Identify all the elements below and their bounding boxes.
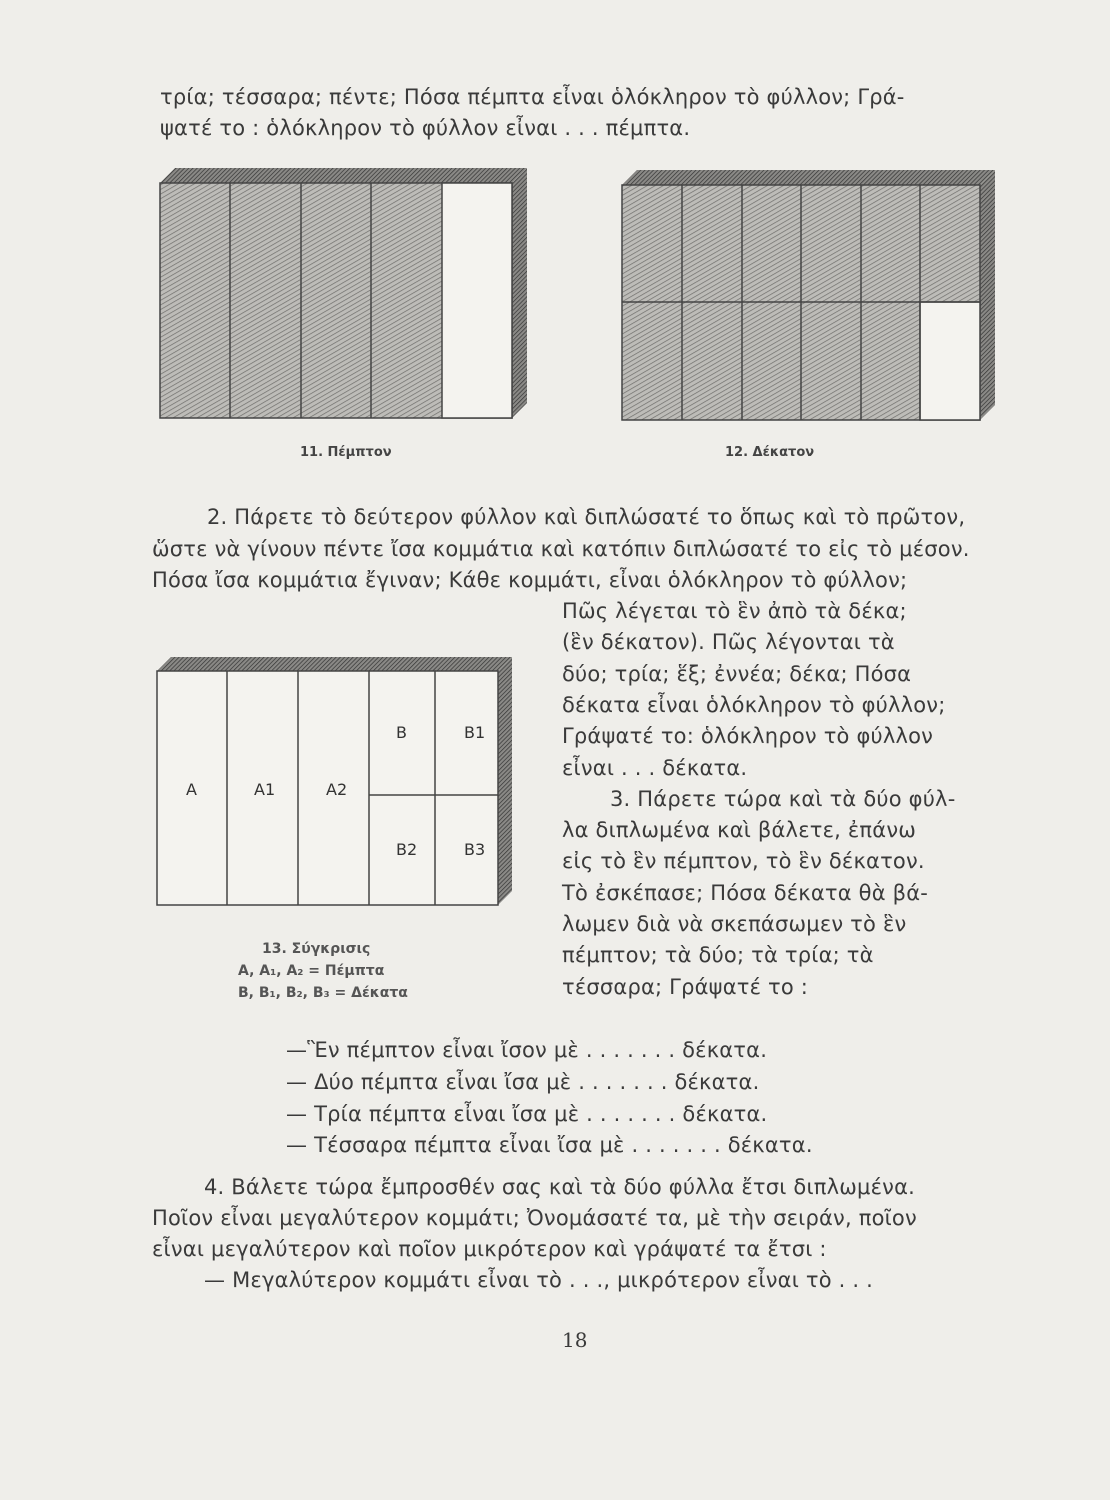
para4-line-4: — Μεγαλύτερον κομμάτι εἶναι τὸ . . ., μικρότερον εἶναι τὸ . . . [204,1268,874,1292]
exercise-line-1: —Ἓν πέμπτον εἶναι ἴσον μὲ . . . . . . . δέκατα. [286,1038,768,1062]
exercise-line-3: — Τρία πέμπτα εἶναι ἴσα μὲ . . . . . . . δέκατα. [286,1102,768,1126]
figure-12-tenths [622,170,995,420]
para4-line-2: Ποῖον εἶναι μεγαλύτερον κομμάτι; Ὀνομάσατέ τα, μὲ τὴν σειράν, ποῖον [152,1206,917,1230]
exercise-line-4: — Τέσσαρα πέμπτα εἶναι ἴσα μὲ . . . . . . . δέκατα. [286,1133,813,1157]
figure-13-caption-line2: B, B₁, B₂, B₃ = Δέκατα [238,985,408,1001]
figure-13-caption-line1: A, A₁, A₂ = Πέμπτα [238,963,385,979]
figure-11-fifths [160,168,527,418]
right-column-line: δύο; τρία; ἕξ; ἐννέα; δέκα; Πόσα [562,661,912,686]
right-column-line: Τὸ ἐσκέπασε; Πόσα δέκατα θὰ βά- [562,880,929,905]
para4-line-3: εἶναι μεγαλύτερον καὶ ποῖον μικρότερον καὶ γράψατέ τα ἔτσι : [152,1237,827,1261]
label-a2: A2 [326,780,348,799]
para2-line-1: 2. Πάρετε τὸ δεύτερον φύλλον καὶ διπλώσατέ το ὅπως καὶ τὸ πρῶτον, [207,505,966,529]
right-column-line: εἰς τὸ ἓν πέμπτον, τὸ ἓν δέκατον. [562,849,925,874]
intro-line-1: τρία; τέσσαρα; πέντε; Πόσα πέμπτα εἶναι ὁλόκληρον τὸ φύλλον; Γρά- [160,85,905,109]
right-column-line: (ἓν δέκατον). Πῶς λέγονται τὰ [562,630,895,655]
figure-11-caption: 11. Πέμπτον [300,445,392,460]
label-a1: A1 [254,780,276,799]
right-column-line: εἶναι . . . δέκατα. [562,755,748,780]
intro-line-2: ψατέ το : ὁλόκληρον τὸ φύλλον εἶναι . . . πέμπτα. [160,116,691,140]
page-number: 18 [562,1328,588,1352]
right-column-line: δέκατα εἶναι ὁλόκληρον τὸ φύλλον; [562,692,946,717]
right-column-line: λα διπλωμένα καὶ βάλετε, ἐπάνω [562,818,917,843]
label-b1: B1 [464,723,486,742]
label-a: A [186,780,197,799]
right-column-line: 3. Πάρετε τώρα καὶ τὰ δύο φύλ- [610,786,956,811]
para2-line-2: ὥστε νὰ γίνουν πέντε ἴσα κομμάτια καὶ κατόπιν διπλώσατέ το εἰς τὸ μέσον. [152,537,970,561]
exercise-line-2: — Δύο πέμπτα εἶναι ἴσα μὲ . . . . . . . δέκατα. [286,1070,760,1094]
label-b: B [396,723,407,742]
right-column-line: Πῶς λέγεται τὸ ἓν ἀπὸ τὰ δέκα; [562,599,907,623]
figure-12-caption: 12. Δέκατον [725,445,815,460]
figure-13-caption-title: 13. Σύγκρισις [262,941,371,957]
right-column-line: τέσσαρα; Γράψατέ το : [562,974,809,999]
right-column-line: Γράψατέ το: ὁλόκληρον τὸ φύλλον [562,724,934,749]
label-b3: B3 [464,840,486,859]
para4-line-1: 4. Βάλετε τώρα ἔμπροσθέν σας καὶ τὰ δύο φύλλα ἔτσι διπλωμένα. [204,1175,916,1199]
right-column-line: πέμπτον; τὰ δύο; τὰ τρία; τὰ [562,943,874,968]
label-b2: B2 [396,840,418,859]
right-column-line: λωμεν διὰ νὰ σκεπάσωμεν τὸ ἓν [562,912,907,936]
para2-line-3: Πόσα ἴσα κομμάτια ἔγιναν; Κάθε κομμάτι, εἶναι ὁλόκληρον τὸ φύλλον; [152,568,908,592]
